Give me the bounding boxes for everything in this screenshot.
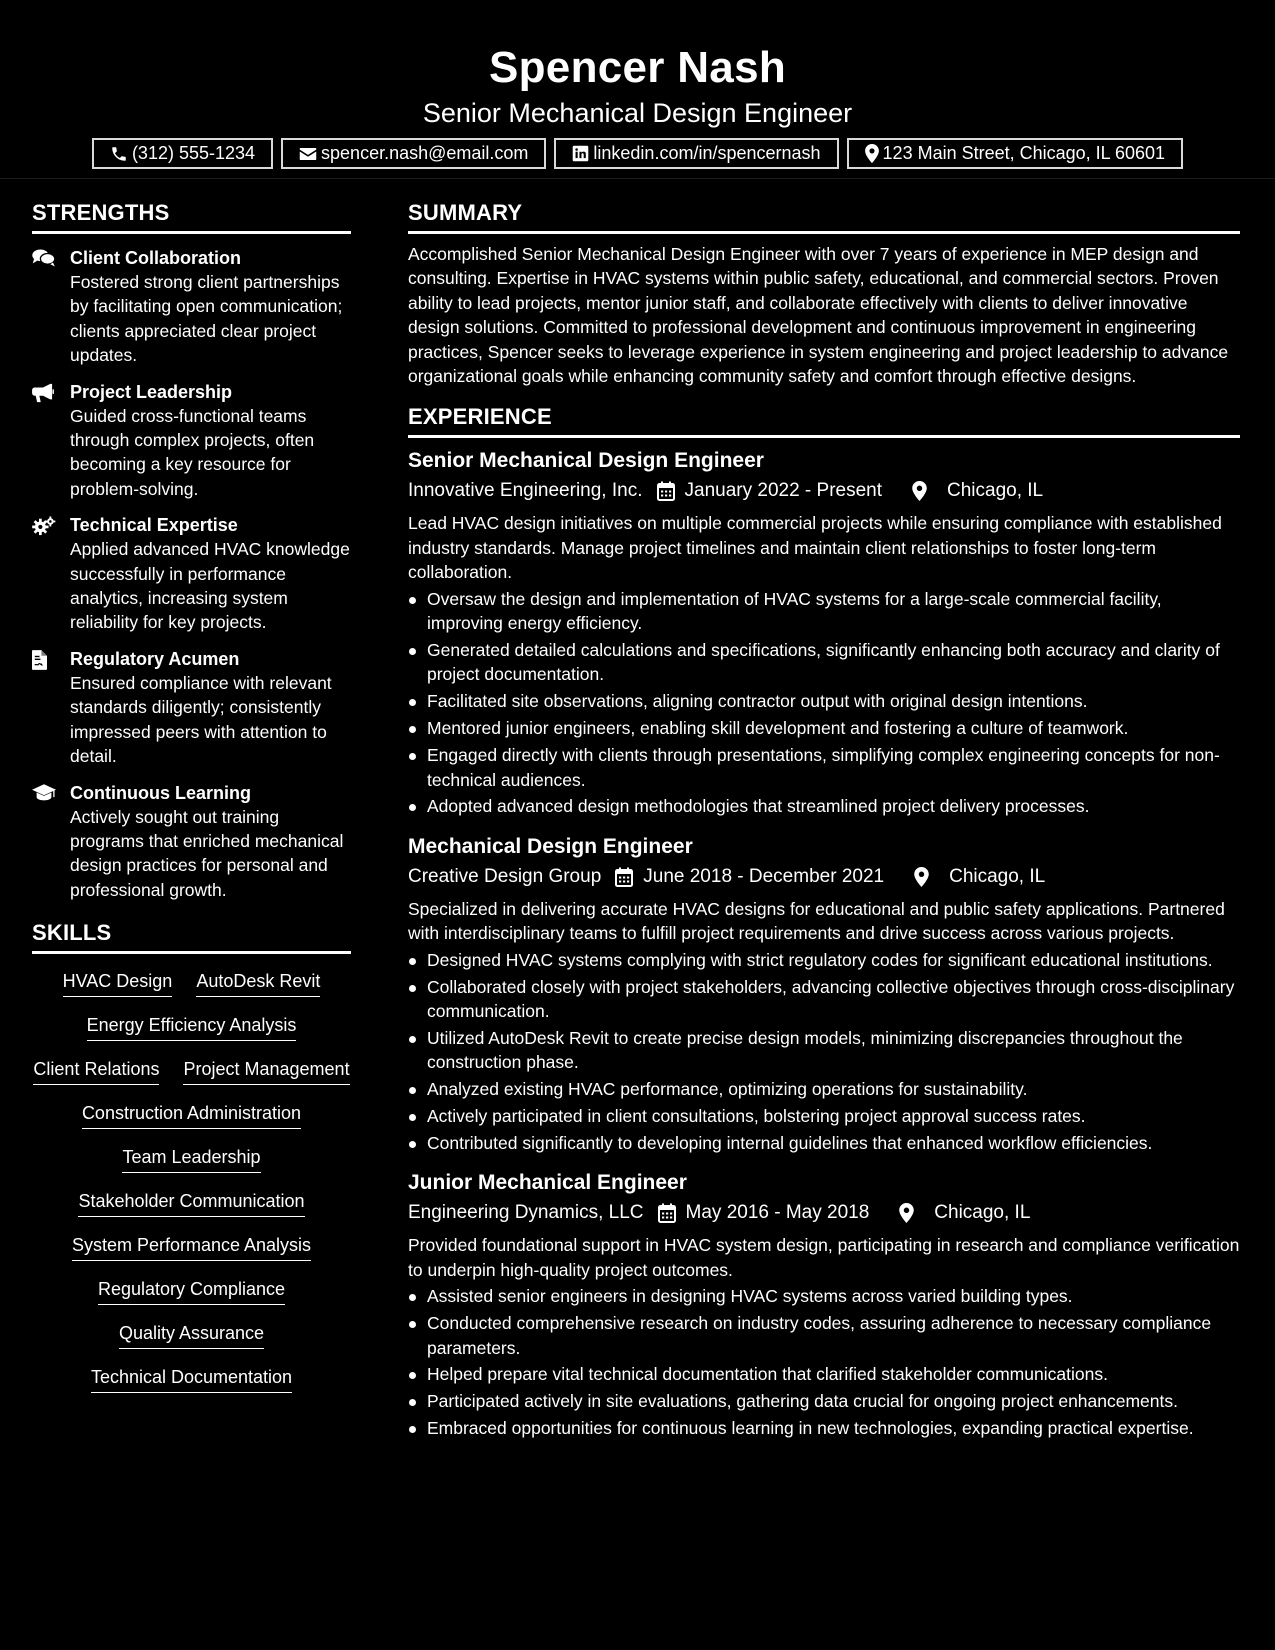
job-company: Creative Design Group	[408, 865, 602, 887]
strength-description: Fostered strong client partnerships by facilitating open communication; clients appreciated clear project updates.	[70, 272, 343, 366]
summary-text: Accomplished Senior Mechanical Design Engineer with over 7 years of experience in MEP design and consulting. Expertise in HVAC systems within public safety, educational, and commercial sectors. Proven ability to lead projects, mentor junior staff, and collaborate effectively with clients to deliver innovative design solutions. Committed to professional development and continuous improvement in engineering practices, Spencer seeks to leverage experience in system engineering and project leadership to advance organizational goals while enhancing community safety and comfort through effective designs.	[408, 244, 1229, 387]
job-entry	[408, 447, 1240, 818]
job-meta	[408, 477, 1240, 505]
map-pin-icon	[898, 481, 937, 501]
bullet-item: Facilitated site observations, aligning contractor output with original design intentions.	[408, 689, 1240, 713]
contact-linkedin[interactable]	[554, 138, 838, 169]
job-description: Provided foundational support in HVAC system design, participating in research and compliance verification to underpin high-quality project outcomes.	[408, 1235, 1240, 1280]
job-bullets	[408, 948, 1240, 1156]
calendar-icon	[643, 481, 685, 501]
gears-icon	[32, 513, 70, 635]
job-bullets	[408, 1284, 1240, 1440]
contact-address[interactable]	[847, 138, 1184, 169]
strength-item	[32, 380, 351, 502]
strength-description: Applied advanced HVAC knowledge successfully in performance analytics, increasing system reliability for key projects.	[70, 539, 350, 633]
strength-item	[32, 246, 351, 368]
skill-tag: Regulatory Compliance	[98, 1278, 285, 1305]
job-dates: May 2016 - May 2018	[685, 1202, 870, 1224]
skill-tag: Project Management	[183, 1058, 349, 1085]
strength-description: Actively sought out training programs that enriched mechanical design practices for personal and professional growth.	[70, 806, 344, 900]
skills-list	[32, 970, 351, 1393]
bullet-item: Embraced opportunities for continuous learning in new technologies, expanding practical expertise.	[408, 1416, 1240, 1440]
contact-phone[interactable]	[92, 138, 273, 169]
job-entry	[408, 1169, 1240, 1440]
job-company: Engineering Dynamics, LLC	[408, 1202, 644, 1224]
contact-address-text: 123 Main Street, Chicago, IL 60601	[882, 143, 1166, 163]
job-bullets	[408, 587, 1240, 819]
skill-tag: System Performance Analysis	[72, 1234, 311, 1261]
job-description: Specialized in delivering accurate HVAC designs for educational and public safety applications. Partnered with interdisciplinary teams to fulfill project requirements and drive success across various projects.	[408, 898, 1225, 944]
linkedin-icon	[572, 145, 589, 162]
strength-title: Continuous Learning	[70, 782, 251, 803]
map-pin-icon	[865, 144, 879, 163]
skill-tag: HVAC Design	[63, 970, 173, 997]
skills-heading: SKILLS	[32, 920, 351, 954]
bullet-item: Utilized AutoDesk Revit to create precise design models, minimizing discrepancies throughout the construction phase.	[408, 1026, 1240, 1075]
bullet-item: Oversaw the design and implementation of HVAC systems for a large-scale commercial facility, improving energy efficiency.	[408, 587, 1240, 636]
job-title: Senior Mechanical Design Engineer	[408, 449, 764, 473]
comments-icon	[32, 246, 70, 368]
summary-heading: SUMMARY	[408, 200, 1240, 234]
job-dates: January 2022 - Present	[684, 480, 883, 502]
graduation-cap-icon	[32, 781, 70, 903]
strength-item	[32, 781, 351, 903]
bullet-item: Participated actively in site evaluations, gathering data crucial for ongoing project enhancements.	[408, 1389, 1240, 1413]
skill-tag: Technical Documentation	[91, 1366, 292, 1393]
contact-phone-text: (312) 555-1234	[131, 143, 256, 163]
skill-tag: Client Relations	[33, 1058, 159, 1085]
left-column	[32, 200, 351, 1393]
skill-tag: Team Leadership	[122, 1146, 260, 1173]
strength-description: Ensured compliance with relevant standards diligently; consistently impressed peers with attention to detail.	[70, 672, 332, 767]
map-pin-icon	[885, 1203, 924, 1223]
calendar-icon	[644, 1203, 686, 1223]
strengths-list	[32, 246, 351, 902]
job-title: Junior Mechanical Engineer	[408, 1171, 687, 1195]
strength-item	[32, 513, 351, 635]
map-pin-icon	[900, 867, 939, 887]
strength-item	[32, 647, 351, 769]
job-meta	[408, 1199, 1240, 1227]
job-location: Chicago, IL	[947, 480, 1044, 502]
bullet-item: Contributed significantly to developing internal guidelines that enhanced workflow efficiencies.	[408, 1131, 1240, 1155]
right-column	[408, 200, 1240, 1443]
strength-title: Project Leadership	[70, 381, 233, 402]
skill-tag: Construction Administration	[82, 1102, 301, 1129]
experience-heading: EXPERIENCE	[408, 404, 1240, 438]
contact-bar	[0, 138, 1275, 169]
job-meta	[408, 863, 1240, 891]
skill-tag: Quality Assurance	[119, 1322, 264, 1349]
contact-linkedin-text: linkedin.com/in/spencernash	[593, 143, 821, 163]
bullet-item: Analyzed existing HVAC performance, optimizing operations for sustainability.	[408, 1077, 1240, 1101]
resume-header	[0, 0, 1275, 179]
calendar-icon	[601, 867, 643, 887]
job-location: Chicago, IL	[949, 865, 1046, 887]
phone-icon	[110, 145, 128, 163]
skill-tag: AutoDesk Revit	[196, 970, 320, 997]
contact-email-text: spencer.nash@email.com	[321, 143, 529, 163]
megaphone-icon	[32, 380, 70, 502]
job-location: Chicago, IL	[934, 1202, 1031, 1224]
bullet-item: Assisted senior engineers in designing HVAC systems across varied building types.	[408, 1284, 1240, 1308]
bullet-item: Adopted advanced design methodologies that streamlined project delivery processes.	[408, 794, 1240, 818]
bullet-item: Conducted comprehensive research on industry codes, assuring adherence to necessary compliance parameters.	[408, 1311, 1240, 1360]
job-entry	[408, 833, 1240, 1156]
job-title: Mechanical Design Engineer	[408, 834, 693, 858]
bullet-item: Actively participated in client consultations, bolstering project approval success rates.	[408, 1104, 1240, 1128]
contact-email[interactable]	[281, 138, 546, 169]
strength-title: Client Collaboration	[70, 248, 241, 268]
bullet-item: Designed HVAC systems complying with strict regulatory codes for significant educational institutions.	[408, 948, 1240, 972]
strength-description: Guided cross-functional teams through complex projects, often becoming a key resource for problem-solving.	[70, 405, 315, 499]
strength-title: Technical Expertise	[70, 515, 238, 536]
strength-title: Regulatory Acumen	[70, 648, 240, 669]
bullet-item: Engaged directly with clients through presentations, simplifying complex engineering concepts for non-technical audiences.	[408, 743, 1240, 792]
candidate-title: Senior Mechanical Design Engineer	[422, 98, 853, 128]
envelope-icon	[299, 146, 317, 162]
job-description: Lead HVAC design initiatives on multiple commercial projects while ensuring compliance with established industry standards. Manage project timelines and maintain client relationships to foster long-term collaboration.	[408, 513, 1222, 583]
bullet-item: Collaborated closely with project stakeholders, advancing collective objectives through cross-disciplinary communication.	[408, 975, 1240, 1024]
file-contract-icon	[32, 647, 70, 769]
strengths-heading: STRENGTHS	[32, 200, 351, 234]
bullet-item: Generated detailed calculations and specifications, significantly enhancing both accuracy and clarity of project documentation.	[408, 638, 1240, 687]
bullet-item: Mentored junior engineers, enabling skill development and fostering a culture of teamwork.	[408, 716, 1240, 740]
candidate-name: Spencer Nash	[488, 43, 787, 92]
skill-tag: Stakeholder Communication	[78, 1190, 304, 1217]
job-company: Innovative Engineering, Inc.	[408, 480, 643, 502]
job-dates: June 2018 - December 2021	[643, 865, 885, 887]
bullet-item: Helped prepare vital technical documentation that clarified stakeholder communications.	[408, 1362, 1240, 1386]
skill-tag: Energy Efficiency Analysis	[87, 1014, 297, 1041]
